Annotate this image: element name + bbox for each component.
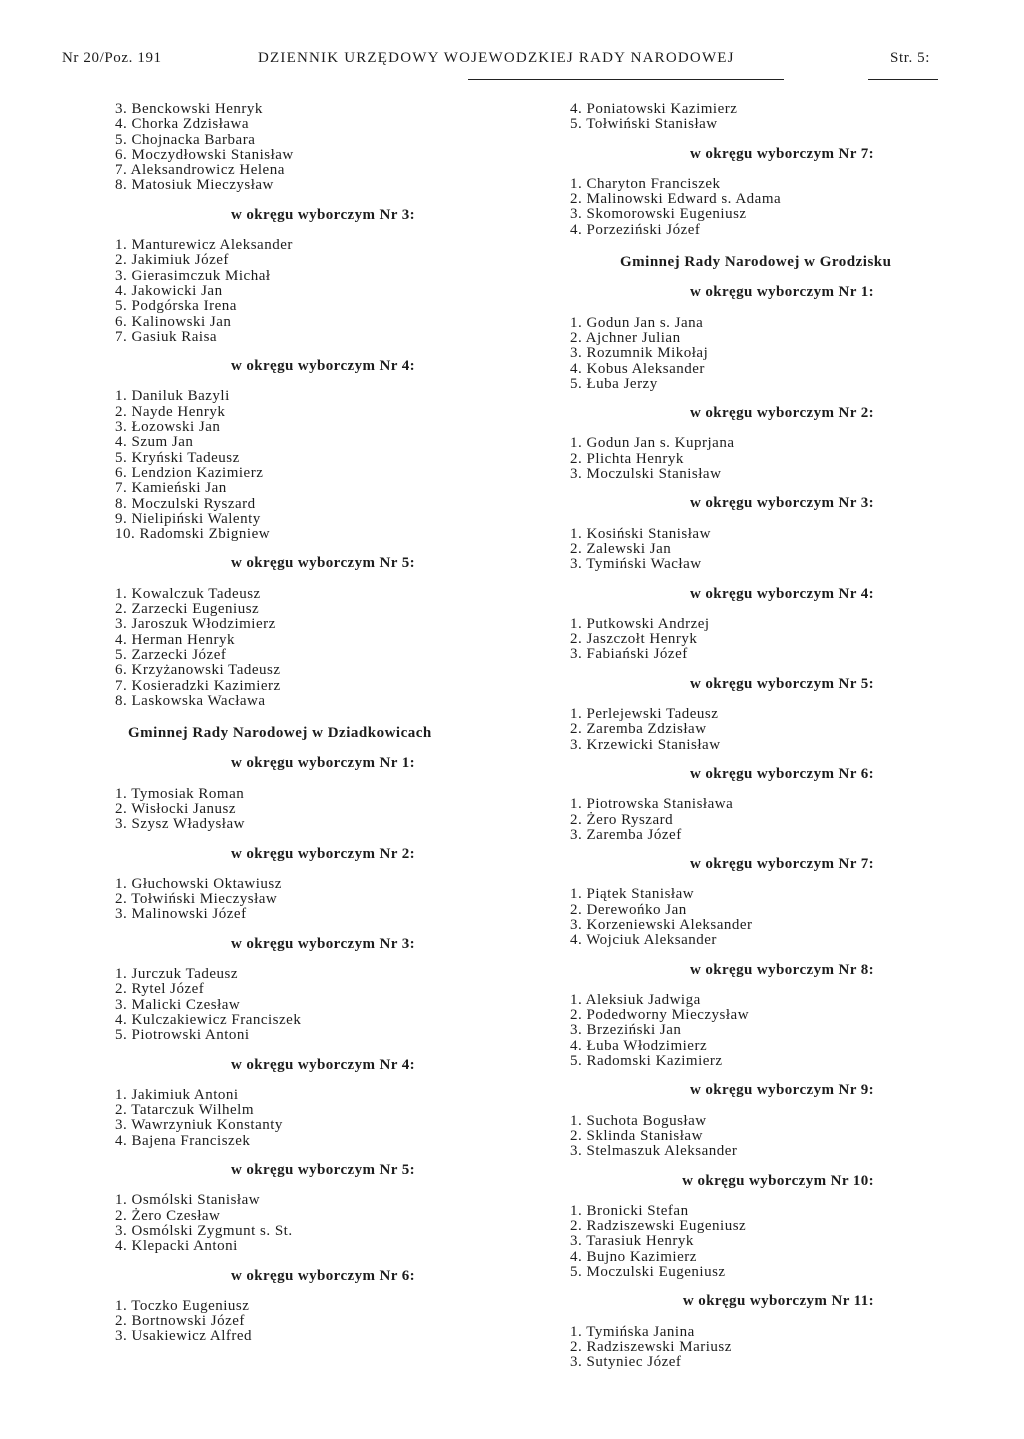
candidate-entry: 1. Manturewicz Aleksander <box>115 237 293 254</box>
candidate-entry: 5. Kryński Tadeusz <box>115 449 240 466</box>
district-heading: w okręgu wyborczym Nr 1: <box>230 755 415 772</box>
district-heading: w okręgu wyborczym Nr 9: <box>689 1082 874 1099</box>
candidate-entry: 4. Herman Henryk <box>115 631 236 648</box>
journal-title: DZIENNIK URZĘDOWY WOJEWODZKIEJ RADY NARODOWEJ <box>258 50 735 66</box>
candidate-entry: 4. Łuba Włodzimierz <box>570 1037 708 1054</box>
candidate-entry: 3. Tymiński Wacław <box>570 556 702 573</box>
candidate-entry: 2. Plichta Henryk <box>570 450 684 467</box>
candidate-entry: 2. Radziszewski Eugeniusz <box>570 1218 747 1235</box>
candidate-entry: 2. Podedworny Mieczysław <box>570 1007 750 1024</box>
candidate-entry: 3. Zaremba Józef <box>570 826 682 843</box>
candidate-entry: 1. Osmólski Stanisław <box>115 1192 261 1209</box>
candidate-entry: 7. Kamieński Jan <box>115 480 227 497</box>
candidate-entry: 1. Putkowski Andrzej <box>570 615 710 632</box>
district-heading: w okręgu wyborczym Nr 7: <box>689 145 874 162</box>
candidate-entry: 2. Nayde Henryk <box>115 403 226 420</box>
candidate-entry: 3. Sutyniec Józef <box>570 1354 682 1371</box>
candidate-entry: 3. Rozumnik Mikołaj <box>570 345 709 362</box>
candidate-entry: 8. Laskowska Wacława <box>115 692 266 709</box>
candidate-entry: 4. Wojciuk Aleksander <box>570 932 717 949</box>
district-heading: w okręgu wyborczym Nr 4: <box>230 1056 415 1073</box>
candidate-entry: 2. Jakimiuk Józef <box>115 252 229 269</box>
candidate-entry: 3. Korzeniewski Aleksander <box>570 916 753 933</box>
candidate-entry: 5. Radomski Kazimierz <box>570 1053 723 1070</box>
candidate-entry: 6. Kalinowski Jan <box>115 313 232 330</box>
header-rule <box>468 79 784 80</box>
page-number-rule <box>868 79 938 80</box>
candidate-entry: 9. Nielipiński Walenty <box>115 510 261 527</box>
council-heading: Gminnej Rady Narodowej w Grodzisku <box>620 254 892 271</box>
candidate-entry: 7. Gasiuk Raisa <box>115 328 218 345</box>
candidate-entry: 1. Godun Jan s. Kuprjana <box>570 435 735 452</box>
candidate-entry: 4. Bujno Kazimierz <box>570 1248 697 1265</box>
district-heading: w okręgu wyborczym Nr 4: <box>689 585 874 602</box>
council-heading: Gminnej Rady Narodowej w Dziadkowicach <box>128 725 432 742</box>
candidate-entry: 6. Krzyżanowski Tadeusz <box>115 662 281 679</box>
candidate-entry: 2. Ajchner Julian <box>570 329 681 346</box>
district-heading: w okręgu wyborczym Nr 10: <box>682 1172 874 1189</box>
candidate-entry: 3. Benckowski Henryk <box>115 101 263 117</box>
candidate-entry: 10. Radomski Zbigniew <box>115 526 271 543</box>
district-heading: w okręgu wyborczym Nr 5: <box>230 1162 415 1179</box>
candidate-entry: 8. Matosiuk Mieczysław <box>115 177 274 194</box>
district-heading: w okręgu wyborczym Nr 3: <box>230 206 415 223</box>
candidate-entry: 2. Wisłocki Janusz <box>115 800 237 817</box>
candidate-entry: 4. Chorka Zdzisława <box>115 116 250 133</box>
candidate-entry: 4. Porzeziński Józef <box>570 221 701 238</box>
candidate-entry: 3. Brzeziński Jan <box>570 1022 682 1039</box>
candidate-entry: 4. Kulczakiewicz Franciszek <box>115 1011 302 1028</box>
candidate-entry: 5. Tołwiński Stanisław <box>570 116 718 133</box>
candidate-entry: 7. Aleksandrowicz Helena <box>115 162 285 179</box>
district-heading: w okręgu wyborczym Nr 6: <box>689 765 874 782</box>
candidate-entry: 3. Skomorowski Eugeniusz <box>570 206 747 223</box>
candidate-entry: 2. Tatarczuk Wilhelm <box>115 1102 255 1119</box>
candidate-entry: 3. Malicki Czesław <box>115 996 241 1013</box>
candidate-entry: 2. Malinowski Edward s. Adama <box>570 191 782 208</box>
candidate-entry: 3. Stelmaszuk Aleksander <box>570 1143 738 1160</box>
candidate-entry: 2. Tołwiński Mieczysław <box>115 891 278 908</box>
district-heading: w okręgu wyborczym Nr 11: <box>682 1293 874 1310</box>
candidate-entry: 2. Jaszczołt Henryk <box>570 631 698 648</box>
candidate-entry: 2. Derewońko Jan <box>570 901 687 918</box>
candidate-entry: 1. Toczko Eugeniusz <box>115 1297 250 1314</box>
candidate-entry: 3. Malinowski Józef <box>115 906 247 923</box>
candidate-entry: 1. Godun Jan s. Jana <box>570 314 704 331</box>
candidate-entry: 4. Szum Jan <box>115 434 194 451</box>
district-heading: w okręgu wyborczym Nr 5: <box>689 675 874 692</box>
candidate-entry: 1. Perlejewski Tadeusz <box>570 706 719 723</box>
candidate-entry: 6. Lendzion Kazimierz <box>115 464 264 481</box>
candidate-entry: 4. Kobus Aleksander <box>570 360 705 377</box>
district-heading: w okręgu wyborczym Nr 4: <box>230 358 415 375</box>
candidate-entry: 4. Bajena Franciszek <box>115 1132 251 1149</box>
candidate-entry: 2. Radziszewski Mariusz <box>570 1338 732 1355</box>
district-heading: w okręgu wyborczym Nr 3: <box>230 935 415 952</box>
candidate-entry: 5. Piotrowski Antoni <box>115 1027 250 1044</box>
candidate-entry: 4. Jakowicki Jan <box>115 282 223 299</box>
candidate-entry: 2. Żero Czesław <box>115 1207 221 1224</box>
candidate-entry: 7. Kosieradzki Kazimierz <box>115 677 281 694</box>
candidate-entry: 1. Tymosiak Roman <box>115 785 245 802</box>
candidate-entry: 3. Krzewicki Stanisław <box>570 736 721 753</box>
district-heading: w okręgu wyborczym Nr 8: <box>689 961 874 978</box>
candidate-entry: 1. Kowalczuk Tadeusz <box>115 585 261 602</box>
district-heading: w okręgu wyborczym Nr 6: <box>230 1267 415 1284</box>
candidate-entry: 3. Wawrzyniuk Konstanty <box>115 1117 283 1134</box>
candidate-entry: 8. Moczulski Ryszard <box>115 495 256 512</box>
candidate-entry: 3. Gierasimczuk Michał <box>115 267 271 284</box>
district-heading: w okręgu wyborczym Nr 2: <box>689 405 874 422</box>
candidate-entry: 1. Suchota Bogusław <box>570 1112 707 1129</box>
candidate-entry: 1. Bronicki Stefan <box>570 1202 689 1219</box>
candidate-entry: 1. Daniluk Bazyli <box>115 388 230 405</box>
district-heading: w okręgu wyborczym Nr 3: <box>689 495 874 512</box>
candidate-entry: 2. Zarzecki Eugeniusz <box>115 601 260 618</box>
candidate-entry: 3. Łozowski Jan <box>115 419 221 436</box>
candidate-entry: 2. Żero Ryszard <box>570 811 674 828</box>
candidate-entry: 3. Jaroszuk Włodzimierz <box>115 616 276 633</box>
candidate-entry: 4. Klepacki Antoni <box>115 1238 238 1255</box>
candidate-entry: 1. Tymińska Janina <box>570 1323 695 1340</box>
candidate-entry: 2. Sklinda Stanisław <box>570 1127 703 1144</box>
district-heading: w okręgu wyborczym Nr 1: <box>689 284 874 301</box>
candidate-entry: 1. Jurczuk Tadeusz <box>115 966 239 983</box>
candidate-entry: 1. Jakimiuk Antoni <box>115 1086 239 1103</box>
candidate-entry: 1. Kosiński Stanisław <box>570 525 711 542</box>
candidate-entry: 5. Chojnacka Barbara <box>115 131 256 148</box>
candidate-entry: 1. Aleksiuk Jadwiga <box>570 991 701 1008</box>
district-heading: w okręgu wyborczym Nr 2: <box>230 845 415 862</box>
candidate-entry: 3. Fabiański Józef <box>570 646 688 663</box>
left-column <box>115 102 495 1345</box>
candidate-entry: 4. Poniatowski Kazimierz <box>570 101 738 117</box>
candidate-entry: 2. Rytel Józef <box>115 981 205 998</box>
candidate-entry: 1. Piotrowska Stanisława <box>570 796 734 813</box>
candidate-entry: 2. Zaremba Zdzisław <box>570 721 707 738</box>
candidate-entry: 5. Podgórska Irena <box>115 298 237 315</box>
district-heading: w okręgu wyborczym Nr 7: <box>689 856 874 873</box>
candidate-entry: 1. Piątek Stanisław <box>570 886 695 903</box>
district-heading: w okręgu wyborczym Nr 5: <box>230 555 415 572</box>
candidate-entry: 3. Usakiewicz Alfred <box>115 1328 253 1345</box>
candidate-entry: 5. Łuba Jerzy <box>570 375 658 392</box>
page-header <box>0 50 1024 80</box>
candidate-entry: 3. Moczulski Stanisław <box>570 466 722 483</box>
page-number: Str. 5: <box>890 50 931 66</box>
candidate-entry: 1. Charyton Franciszek <box>570 175 721 192</box>
candidate-entry: 5. Moczulski Eugeniusz <box>570 1264 726 1281</box>
candidate-entry: 2. Zalewski Jan <box>570 540 672 557</box>
candidate-entry: 3. Tarasiuk Henryk <box>570 1233 694 1250</box>
candidate-entry: 2. Bortnowski Józef <box>115 1313 245 1330</box>
candidate-entry: 1. Głuchowski Oktawiusz <box>115 875 282 892</box>
candidate-entry: 6. Moczydłowski Stanisław <box>115 146 294 163</box>
candidate-entry: 5. Zarzecki Józef <box>115 646 227 663</box>
right-column <box>570 102 930 1371</box>
page-number-position: Nr 20/Poz. 191 <box>62 50 162 66</box>
candidate-entry: 3. Osmólski Zygmunt s. St. <box>115 1222 293 1239</box>
candidate-entry: 3. Szysz Władysław <box>115 816 245 833</box>
